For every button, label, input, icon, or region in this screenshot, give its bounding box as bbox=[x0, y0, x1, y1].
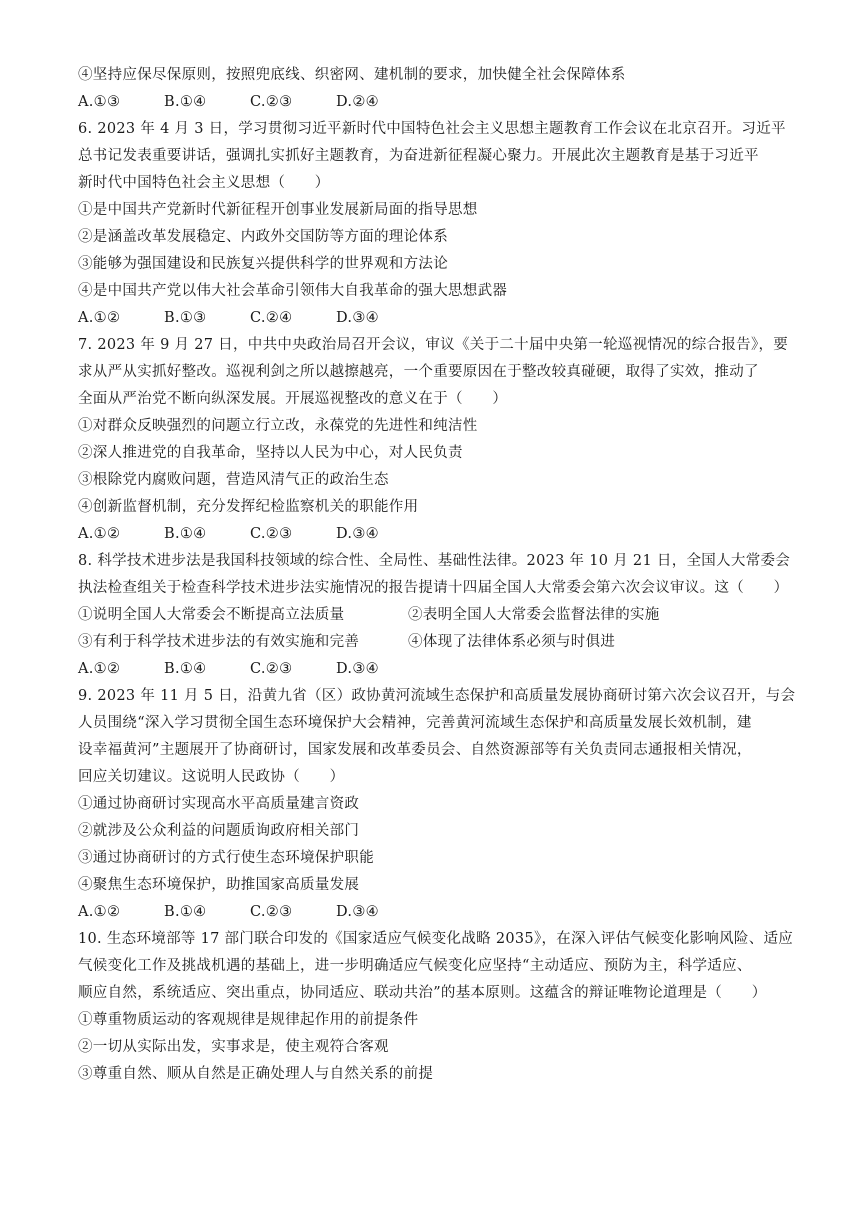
q8-statement-row-2 bbox=[78, 629, 790, 656]
q7-option-b[interactable]: B.①④ bbox=[164, 526, 207, 542]
q6-statement-4: ④是中国共产党以伟大社会革命引领伟大自我革命的强大思想武器 bbox=[78, 283, 508, 299]
q7-stem-line-1: 7. 2023 年 9 月 27 日，中共中央政治局召开会议，审议《关于二十届中央第一轮巡视情况的综合报告》，要 bbox=[78, 337, 789, 353]
q6-statement-2: ②是涵盖改革发展稳定、内政外交国防等方面的理论体系 bbox=[78, 229, 448, 245]
q7-statement-4: ④创新监督机制，充分发挥纪检监察机关的职能作用 bbox=[78, 499, 419, 515]
q10-stem-line-1: 10. 生态环境部等 17 部门联合印发的《国家适应气候变化战略 2035》，在深入评估气候变化影响风险、适应 bbox=[78, 931, 794, 947]
q6-option-b[interactable]: B.①③ bbox=[164, 310, 207, 326]
q8-statement-1: ①说明全国人大常委会不断提高立法质量 bbox=[78, 607, 345, 623]
q6-option-c[interactable]: C.②④ bbox=[250, 310, 293, 326]
q10-stem-line-2: 气候变化工作及挑战机遇的基础上，进一步明确适应气候变化应坚持“主动适应、预防为主，科学适应、 bbox=[78, 958, 752, 974]
q8-option-c[interactable]: C.②③ bbox=[250, 661, 293, 677]
q9-option-b[interactable]: B.①④ bbox=[164, 904, 207, 920]
q6-option-d[interactable]: D.③④ bbox=[336, 310, 379, 326]
q8-stem-line-2: 执法检查组关于检查科学技术进步法实施情况的报告提请十四届全国人大常委会第六次会议审议。这（ ） bbox=[78, 580, 789, 596]
q6-stem-line-1: 6. 2023 年 4 月 3 日，学习贯彻习近平新时代中国特色社会主义思想主题教育工作会议在北京召开。习近平 bbox=[78, 121, 786, 137]
q9-statement-4: ④聚焦生态环境保护，助推国家高质量发展 bbox=[78, 877, 360, 893]
q8-statement-3: ③有利于科学技术进步法的有效实施和完善 bbox=[78, 634, 360, 650]
q10-statement-1: ①尊重物质运动的客观规律是规律起作用的前提条件 bbox=[78, 1012, 419, 1028]
q9-statement-1: ①通过协商研讨实现高水平高质量建言资政 bbox=[78, 796, 360, 812]
q8-options bbox=[78, 656, 790, 683]
q10-stem-line-3: 顺应自然，系统适应、突出重点，协同适应、联动共治”的基本原则。这蕴含的辩证唯物论道理是（ ） bbox=[78, 985, 767, 1001]
q7-options bbox=[78, 521, 790, 548]
q8-statement-4: ④体现了法律体系必须与时俱进 bbox=[408, 634, 616, 650]
q9-stem-line-3: 设幸福黄河”主题展开了协商研讨，国家发展和改革委员会、自然资源部等有关负责同志通报相关情况， bbox=[78, 742, 752, 758]
q9-stem-line-4: 回应关切建议。这说明人民政协（ ） bbox=[78, 769, 345, 785]
q9-option-c[interactable]: C.②③ bbox=[250, 904, 293, 920]
q8-option-d[interactable]: D.③④ bbox=[336, 661, 379, 677]
q10-statement-3: ③尊重自然、顺从自然是正确处理人与自然关系的前提 bbox=[78, 1066, 434, 1082]
q6-statement-1: ①是中国共产党新时代新征程开创事业发展新局面的指导思想 bbox=[78, 202, 478, 218]
q7-stem-line-2: 求从严从实抓好整改。巡视利剑之所以越擦越亮，一个重要原因在于整改较真碰硬，取得了实效，推动了 bbox=[78, 364, 759, 380]
q5-option-b[interactable]: B.①④ bbox=[164, 94, 207, 110]
q6-statement-3: ③能够为强国建设和民族复兴提供科学的世界观和方法论 bbox=[78, 256, 448, 272]
q9-stem-line-1: 9. 2023 年 11 月 5 日，沿黄九省（区）政协黄河流域生态保护和高质量发展协商研讨第六次会议召开，与会 bbox=[78, 688, 796, 704]
q10-statement-2: ②一切从实际出发，实事求是，使主观符合客观 bbox=[78, 1039, 389, 1055]
q5-option-c[interactable]: C.②③ bbox=[250, 94, 293, 110]
q6-stem-line-3: 新时代中国特色社会主义思想（ ） bbox=[78, 175, 330, 191]
q8-option-b[interactable]: B.①④ bbox=[164, 661, 207, 677]
q8-statement-row-1 bbox=[78, 602, 790, 629]
q7-option-a[interactable]: A.①② bbox=[78, 526, 121, 542]
q5-option-d[interactable]: D.②④ bbox=[336, 94, 379, 110]
q9-statement-2: ②就涉及公众利益的问题质询政府相关部门 bbox=[78, 823, 360, 839]
q7-option-d[interactable]: D.③④ bbox=[336, 526, 379, 542]
q6-stem-line-2: 总书记发表重要讲话，强调扎实抓好主题教育，为奋进新征程凝心聚力。开展此次主题教育是基于习近平 bbox=[78, 148, 759, 164]
q8-statement-2: ②表明全国人大常委会监督法律的实施 bbox=[408, 607, 660, 623]
exam-page bbox=[78, 62, 796, 1088]
q8-stem-line-1: 8. 科学技术进步法是我国科技领域的综合性、全局性、基础性法律。2023 年 10 月 21 日，全国人大常委会 bbox=[78, 553, 791, 569]
q8-option-a[interactable]: A.①② bbox=[78, 661, 121, 677]
q7-statement-3: ③根除党内腐败问题，营造风清气正的政治生态 bbox=[78, 472, 389, 488]
q7-statement-2: ②深人推进党的自我革命，坚持以人民为中心，对人民负责 bbox=[78, 445, 463, 461]
q7-statement-1: ①对群众反映强烈的问题立行立改，永葆党的先进性和纯洁性 bbox=[78, 418, 478, 434]
q9-stem-line-2: 人员围绕“深入学习贯彻全国生态环境保护大会精神，完善黄河流域生态保护和高质量发展长效机制，建 bbox=[78, 715, 752, 731]
q5-option-a[interactable]: A.①③ bbox=[78, 94, 121, 110]
q7-option-c[interactable]: C.②③ bbox=[250, 526, 293, 542]
q6-options bbox=[78, 305, 790, 332]
q7-stem-line-3: 全面从严治党不断向纵深发展。开展巡视整改的意义在于（ ） bbox=[78, 391, 508, 407]
q9-option-a[interactable]: A.①② bbox=[78, 904, 121, 920]
q9-statement-3: ③通过协商研讨的方式行使生态环境保护职能 bbox=[78, 850, 374, 866]
q9-options bbox=[78, 899, 790, 926]
q5-statement-4: ④坚持应保尽保原则，按照兜底线、织密网、建机制的要求，加快健全社会保障体系 bbox=[78, 67, 626, 83]
q5-options bbox=[78, 89, 790, 116]
q9-option-d[interactable]: D.③④ bbox=[336, 904, 379, 920]
q6-option-a[interactable]: A.①② bbox=[78, 310, 121, 326]
